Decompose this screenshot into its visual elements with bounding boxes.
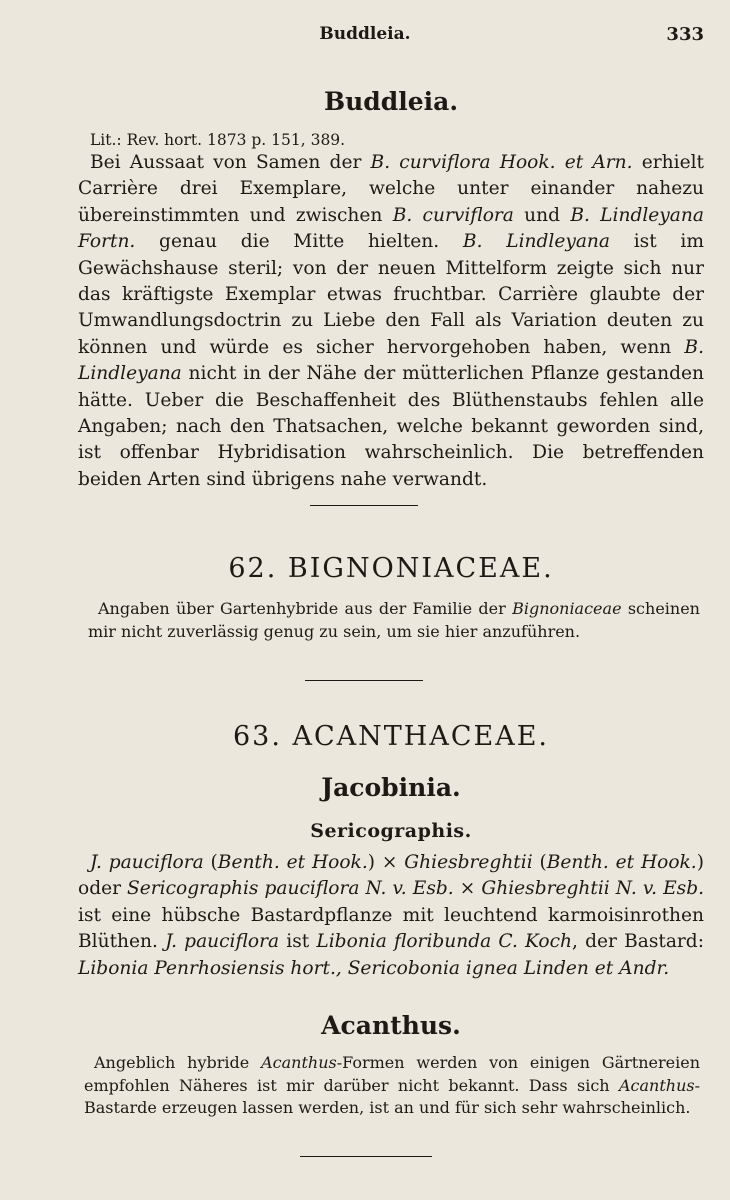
page-number: 333: [666, 24, 704, 45]
bignoniaceae-paragraph: [88, 598, 700, 643]
text-run: ist im Gewächshause steril; von der neuen Mittelform zeigte sich nur das kräftigste Exemplar etwas fruchtbar. Carrière glaubte der Umwandlungsdoctrin zu Liebe den Fall als Variation deuten zu können und würde es sicher hervorgehoben haben, wenn: [78, 231, 704, 358]
text-run: ×: [453, 878, 482, 900]
author-citation: Benth. et Hook.: [546, 852, 697, 873]
text-run: und: [513, 204, 571, 226]
section-acanthus: [78, 1010, 704, 1042]
family-heading-acanthaceae: 63. ACANTHACEAE.: [232, 721, 549, 752]
jacobinia-paragraph: [78, 850, 704, 982]
text-run: ) oder: [78, 852, 704, 900]
section-buddleia: [78, 86, 704, 118]
text-run: genau die Mitte hielten.: [135, 231, 463, 253]
taxon-name: B. Lindleyana: [78, 336, 704, 385]
taxon-name: Acanthus: [618, 1075, 695, 1095]
section-divider: [305, 680, 423, 681]
genus-heading-buddleia: Buddleia.: [323, 87, 459, 116]
jacobinia-paragraph-block: [78, 850, 704, 982]
text-run: -Formen werden von einigen Gärtnereien empfohlen Näheres ist mir darüber nicht bekannt. Dass sich: [84, 1053, 700, 1095]
genus-heading-acanthus: Acanthus.: [321, 1011, 461, 1040]
text-run: Bei Aussaat von Samen der: [90, 152, 371, 173]
taxon-name: Acanthus: [261, 1053, 337, 1072]
text-run: nicht in der Nähe der mütterlichen Pflanze gestanden hätte. Ueber die Beschaffenheit des Blüthenstaubs fehlen alle Angaben; nach den Thatsachen, welche bekannt geworden sind, ist offenbar Hybridisation wahrscheinlich. Die betreffenden beiden Arten sind übrigens nahe verwandt.: [78, 363, 704, 490]
jacobinia-heading-block: [78, 772, 704, 804]
text-run: -Bastarde erzeugen lassen werden, ist an und für sich sehr wahrscheinlich.: [84, 1075, 700, 1117]
lit-label: Lit.:: [90, 131, 122, 149]
taxon-name: B. Lindleyana Fortn.: [78, 204, 704, 253]
acanthus-paragraph-block: [84, 1052, 700, 1120]
taxon-name: B. curviflora Hook. et Arn.: [370, 152, 633, 173]
sericographis-heading-block: [78, 818, 704, 844]
taxon-name: Ghiesbreghtii: [404, 852, 533, 873]
taxon-name: Bignoniaceae: [512, 599, 622, 618]
acanthus-paragraph: [84, 1052, 700, 1120]
literature-reference: [90, 129, 690, 151]
text-run: ist: [279, 931, 317, 953]
section-divider: [310, 505, 418, 506]
taxon-name: Libonia Penrhosiensis hort., Sericobonia ignea Linden et Andr.: [78, 957, 670, 979]
section-bignoniaceae: [78, 552, 704, 586]
bignoniaceae-paragraph-block: [88, 598, 700, 643]
author-citation: Benth. et Hook.: [217, 852, 368, 873]
section-acanthaceae: [78, 720, 704, 754]
taxon-name: B. curviflora: [392, 204, 514, 226]
text-run: Angeblich hybride: [94, 1053, 262, 1072]
family-heading-bignoniaceae: 62. BIGNONIACEAE.: [228, 553, 554, 584]
section-divider: [300, 1156, 432, 1157]
running-head: [0, 22, 730, 48]
text-run: , der Bastard:: [572, 931, 704, 953]
text-run: ist eine hübsche Bastardpflanze mit leuchtend karmoisinrothen Blüthen.: [78, 904, 704, 953]
text-run: (: [203, 852, 218, 873]
buddleia-paragraph: [78, 150, 704, 493]
genus-heading-jacobinia: Jacobinia.: [321, 773, 461, 802]
taxon-name: J. pauciflora: [90, 852, 204, 873]
running-title: Buddleia.: [319, 24, 411, 44]
subgenus-heading-sericographis: Sericographis.: [310, 820, 472, 842]
text-run: erhielt Carrière drei Exemplare, welche unter einander nahezu übereinstimmten und zwischen: [78, 152, 704, 226]
taxon-name: Libonia floribunda C. Koch: [316, 931, 573, 953]
taxon-name: Sericographis pauciflora N. v. Esb.: [127, 878, 454, 900]
taxon-name: Ghiesbreghtii N. v. Esb.: [481, 878, 705, 900]
text-run: ) ×: [367, 852, 405, 873]
taxon-name: J. pauciflora: [165, 931, 280, 953]
taxon-name: B. Lindleyana: [462, 231, 610, 253]
text-run: Angaben über Gartenhybride aus der Familie der: [98, 599, 513, 618]
lit-text: Rev. hort. 1873 p. 151, 389.: [121, 131, 346, 149]
text-run: (: [532, 852, 547, 873]
text-run: scheinen mir nicht zuverlässig genug zu sein, um sie hier anzuführen.: [88, 599, 700, 641]
buddleia-paragraph-block: [78, 150, 704, 493]
